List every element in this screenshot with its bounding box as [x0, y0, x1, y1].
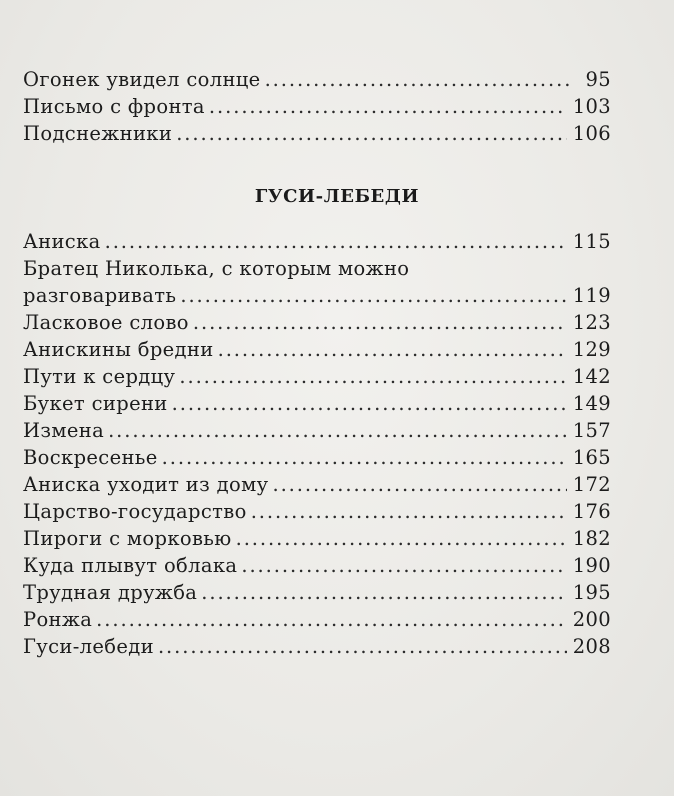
dot-leader [96, 606, 567, 633]
toc-entry [23, 552, 611, 579]
toc-section-list [23, 228, 611, 660]
toc-entry-title-line1: Братец Николька, с которым можно [23, 257, 410, 280]
toc-entry-page: 182 [572, 527, 611, 550]
toc-entry [23, 606, 611, 633]
toc-entry-page: 142 [572, 365, 611, 388]
toc-entry-page: 95 [585, 68, 611, 91]
dot-leader [209, 93, 567, 120]
toc-entry-title: Ронжа [23, 608, 93, 631]
toc-entry-page: 149 [572, 392, 611, 415]
section-heading: ГУСИ-ЛЕБЕДИ [254, 186, 420, 207]
toc-entry-title: Письмо с фронта [23, 95, 205, 118]
toc-entry-title: Букет сирени [23, 392, 168, 415]
dot-leader [236, 525, 567, 552]
toc-entry [23, 120, 611, 147]
toc-entry-title: Анискины бредни [23, 338, 214, 361]
toc-entry-title: Аниска [23, 230, 101, 253]
toc-entry-title: Воскресенье [23, 446, 158, 469]
toc-top-list [23, 66, 611, 147]
toc-entry-title-line2: разговаривать [23, 284, 177, 307]
toc-entry [23, 228, 611, 255]
toc-entry-page: 176 [572, 500, 611, 523]
toc-entry [23, 471, 611, 498]
toc-entry-page: 208 [572, 635, 611, 658]
toc-entry-title: Гуси-лебеди [23, 635, 154, 658]
dot-leader [180, 282, 566, 309]
dot-leader [158, 633, 567, 660]
toc-entry-page: 195 [572, 581, 611, 604]
toc-entry [23, 525, 611, 552]
toc-entry-title: Измена [23, 419, 105, 442]
toc-entry-page: 190 [572, 554, 611, 577]
toc-entry [23, 579, 611, 606]
toc-entry [23, 417, 611, 444]
dot-leader [179, 363, 566, 390]
dot-leader [201, 579, 566, 606]
toc-entry-title: Ласковое слово [23, 311, 189, 334]
dot-leader [272, 471, 566, 498]
toc-entry-page: 200 [572, 608, 611, 631]
dot-leader [218, 336, 567, 363]
toc-entry-title: Царство-государство [23, 500, 247, 523]
toc-entry-page: 103 [572, 95, 611, 118]
dot-leader [172, 390, 567, 417]
toc-entry-title: Трудная дружба [23, 581, 198, 604]
toc-entry-page: 157 [572, 419, 611, 442]
toc-entry [23, 444, 611, 471]
toc-entry-page: 115 [572, 230, 611, 253]
dot-leader [108, 417, 567, 444]
toc-entry-page: 106 [572, 122, 611, 145]
dot-leader [193, 309, 567, 336]
toc-entry [23, 255, 611, 309]
toc-entry [23, 336, 611, 363]
toc-entry-title: Пироги с морковью [23, 527, 232, 550]
toc-entry [23, 633, 611, 660]
dot-leader [176, 120, 567, 147]
dot-leader [241, 552, 566, 579]
toc-entry-title: Куда плывут облака [23, 554, 238, 577]
dot-leader [251, 498, 567, 525]
toc-entry-page: 119 [572, 284, 611, 307]
toc-entry-title: Пути к сердцу [23, 365, 176, 388]
toc-entry [23, 363, 611, 390]
toc-entry-title: Аниска уходит из дому [23, 473, 269, 496]
toc-entry-title: Огонек увидел солнце [23, 68, 261, 91]
toc-entry [23, 309, 611, 336]
toc-entry [23, 498, 611, 525]
toc-entry-page: 165 [572, 446, 611, 469]
toc-entry [23, 66, 611, 93]
toc-entry-page: 129 [572, 338, 611, 361]
dot-leader [265, 66, 569, 93]
toc-entry [23, 390, 611, 417]
toc-entry-page: 123 [572, 311, 611, 334]
dot-leader [162, 444, 567, 471]
toc-entry [23, 93, 611, 120]
dot-leader [105, 228, 567, 255]
toc-entry-page: 172 [572, 473, 611, 496]
toc-entry-title: Подснежники [23, 122, 173, 145]
